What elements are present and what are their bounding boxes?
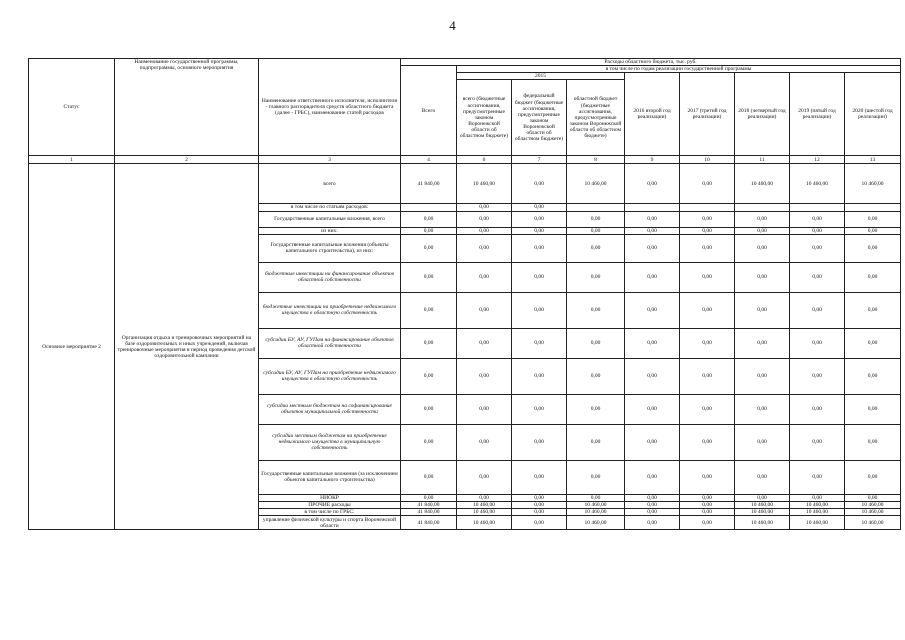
row-label: субсидии БУ, АУ, ГУПам на финансирование объектов областной собственности bbox=[259, 328, 401, 358]
value-cell: 0,00 bbox=[457, 424, 512, 460]
value-cell: 0,00 bbox=[567, 292, 625, 328]
row-label: из них: bbox=[259, 227, 401, 234]
value-cell: 0,00 bbox=[735, 424, 790, 460]
column-number: 7 bbox=[512, 156, 567, 164]
header-program-name: Наименование государственной программы, подпрограммы, основного мероприятия bbox=[115, 59, 259, 156]
header-executor: Наименование ответственного исполнителя, исполнителя - главного распорядителя средств областного бюджета (далее - ГРБС), наименование статей расходов bbox=[259, 59, 401, 156]
value-cell: 0,00 bbox=[680, 509, 735, 516]
column-number: 2 bbox=[115, 156, 259, 164]
header-2017: 2017 (третий год реализации) bbox=[680, 73, 735, 156]
value-cell: 0,00 bbox=[625, 328, 680, 358]
column-number: 3 bbox=[259, 156, 401, 164]
value-cell: 0,00 bbox=[567, 262, 625, 292]
value-cell: 41 840,00 bbox=[401, 501, 457, 508]
value-cell: 0,00 bbox=[512, 164, 567, 204]
value-cell: 0,00 bbox=[401, 328, 457, 358]
value-cell: 0,00 bbox=[790, 424, 845, 460]
value-cell: 0,00 bbox=[512, 234, 567, 262]
value-cell: 10 460,00 bbox=[735, 516, 790, 530]
page-number: 4 bbox=[449, 18, 456, 33]
value-cell: 0,00 bbox=[512, 204, 567, 211]
value-cell: 0,00 bbox=[567, 460, 625, 494]
column-numbers-row bbox=[29, 156, 901, 164]
value-cell: 0,00 bbox=[512, 358, 567, 394]
value-cell: 0,00 bbox=[680, 516, 735, 530]
value-cell: 0,00 bbox=[735, 358, 790, 394]
value-cell: 0,00 bbox=[845, 227, 901, 234]
row-label: в том числе по статьям расходов: bbox=[259, 204, 401, 211]
header-total: Всего bbox=[401, 66, 457, 156]
value-cell: 0,00 bbox=[735, 262, 790, 292]
value-cell: 0,00 bbox=[845, 211, 901, 227]
column-number: 11 bbox=[735, 156, 790, 164]
row-label: Государственные капитальные вложения (за исключением объектов капитального строительства) bbox=[259, 460, 401, 494]
row-label: Государственные капитальные вложения (объекты капитального строительства), из них: bbox=[259, 234, 401, 262]
row-label: Государственные капитальные вложения, всего bbox=[259, 211, 401, 227]
value-cell: 0,00 bbox=[680, 494, 735, 501]
value-cell: 0,00 bbox=[625, 227, 680, 234]
row-label: субсидии местным бюджетам на софинансирование объектов муниципальной собственности bbox=[259, 394, 401, 424]
row-label: субсидии БУ, АУ, ГУПам на приобретение недвижимого имущества в областную собственность bbox=[259, 358, 401, 394]
value-cell: 10 460,00 bbox=[735, 501, 790, 508]
value-cell bbox=[790, 204, 845, 211]
value-cell: 0,00 bbox=[401, 211, 457, 227]
value-cell: 0,00 bbox=[625, 292, 680, 328]
value-cell: 0,00 bbox=[512, 227, 567, 234]
column-number: 1 bbox=[29, 156, 115, 164]
value-cell: 0,00 bbox=[625, 494, 680, 501]
value-cell: 10 460,00 bbox=[790, 516, 845, 530]
value-cell: 0,00 bbox=[625, 394, 680, 424]
value-cell: 0,00 bbox=[845, 460, 901, 494]
header-2016: 2016 второй год реализации) bbox=[625, 73, 680, 156]
value-cell: 10 460,00 bbox=[845, 516, 901, 530]
header-2020: 2020 (шестой год реализации) bbox=[845, 73, 901, 156]
row-label: управление физической культуры и спорта Воронежской области bbox=[259, 516, 401, 530]
program-name-cell: Организация отдыха и тренировочных мероприятий на базе оздоровительных и иных учреждений, включая тренировочные мероприятия в период проведения детской оздоровительной кампании bbox=[115, 164, 259, 530]
value-cell: 0,00 bbox=[457, 494, 512, 501]
header-status: Статус bbox=[29, 59, 115, 156]
value-cell: 0,00 bbox=[845, 394, 901, 424]
value-cell bbox=[845, 204, 901, 211]
value-cell bbox=[680, 204, 735, 211]
value-cell: 0,00 bbox=[680, 460, 735, 494]
value-cell: 0,00 bbox=[790, 292, 845, 328]
value-cell: 0,00 bbox=[567, 227, 625, 234]
column-number: 13 bbox=[845, 156, 901, 164]
value-cell: 10 460,00 bbox=[567, 164, 625, 204]
value-cell: 0,00 bbox=[457, 227, 512, 234]
value-cell: 0,00 bbox=[625, 211, 680, 227]
value-cell: 10 460,00 bbox=[457, 164, 512, 204]
value-cell: 0,00 bbox=[680, 164, 735, 204]
value-cell: 0,00 bbox=[625, 501, 680, 508]
value-cell bbox=[735, 204, 790, 211]
value-cell: 0,00 bbox=[512, 509, 567, 516]
value-cell: 0,00 bbox=[401, 292, 457, 328]
value-cell: 0,00 bbox=[790, 328, 845, 358]
value-cell: 10 460,00 bbox=[845, 164, 901, 204]
value-cell: 10 460,00 bbox=[735, 509, 790, 516]
value-cell: 0,00 bbox=[512, 292, 567, 328]
value-cell: 0,00 bbox=[680, 501, 735, 508]
value-cell: 0,00 bbox=[625, 424, 680, 460]
value-cell: 10 460,00 bbox=[567, 516, 625, 530]
value-cell: 0,00 bbox=[457, 262, 512, 292]
header-expenses-title: Расходы областного бюджета, тыс. руб. bbox=[401, 59, 901, 66]
value-cell: 0,00 bbox=[845, 424, 901, 460]
value-cell: 0,00 bbox=[512, 394, 567, 424]
value-cell: 0,00 bbox=[457, 394, 512, 424]
header-2015-federal: федеральный бюджет (бюджетные ассигнования, предусмотренные законом Воронежской области об областном бюджете) bbox=[512, 80, 567, 156]
column-number: 6 bbox=[457, 156, 512, 164]
value-cell: 0,00 bbox=[735, 227, 790, 234]
value-cell: 0,00 bbox=[512, 211, 567, 227]
value-cell: 10 460,00 bbox=[845, 509, 901, 516]
value-cell: 0,00 bbox=[735, 494, 790, 501]
value-cell: 0,00 bbox=[512, 328, 567, 358]
budget-table bbox=[28, 58, 901, 530]
row-label: ПРОЧИЕ расходы bbox=[259, 501, 401, 508]
header-by-years: в том числе по годам реализации государственной программы bbox=[457, 66, 901, 73]
header-2019: 2019 (пятый год реализации) bbox=[790, 73, 845, 156]
value-cell: 0,00 bbox=[790, 494, 845, 501]
value-cell: 0,00 bbox=[401, 234, 457, 262]
value-cell: 0,00 bbox=[680, 234, 735, 262]
value-cell: 0,00 bbox=[401, 262, 457, 292]
value-cell: 0,00 bbox=[735, 292, 790, 328]
value-cell: 0,00 bbox=[512, 516, 567, 530]
value-cell: 0,00 bbox=[625, 460, 680, 494]
value-cell: 0,00 bbox=[845, 328, 901, 358]
value-cell: 10 460,00 bbox=[457, 516, 512, 530]
column-number: 8 bbox=[567, 156, 625, 164]
value-cell: 0,00 bbox=[567, 234, 625, 262]
value-cell bbox=[625, 204, 680, 211]
value-cell: 10 460,00 bbox=[790, 509, 845, 516]
value-cell: 41 840,00 bbox=[401, 509, 457, 516]
value-cell: 0,00 bbox=[625, 509, 680, 516]
value-cell: 0,00 bbox=[735, 460, 790, 494]
value-cell: 0,00 bbox=[735, 234, 790, 262]
value-cell: 0,00 bbox=[625, 164, 680, 204]
value-cell: 0,00 bbox=[680, 424, 735, 460]
value-cell: 0,00 bbox=[457, 234, 512, 262]
column-number: 9 bbox=[625, 156, 680, 164]
value-cell: 0,00 bbox=[680, 227, 735, 234]
value-cell: 0,00 bbox=[512, 460, 567, 494]
row-label: бюджетные инвестиции на приобретение недвижимого имущества в областную собственность bbox=[259, 292, 401, 328]
value-cell: 0,00 bbox=[680, 292, 735, 328]
value-cell: 0,00 bbox=[625, 358, 680, 394]
value-cell: 0,00 bbox=[512, 494, 567, 501]
value-cell: 0,00 bbox=[845, 262, 901, 292]
value-cell: 0,00 bbox=[457, 292, 512, 328]
value-cell: 10 460,00 bbox=[567, 509, 625, 516]
header-2015-total: всего (бюджетные ассигнования, предусмотренные законом Воронежской области об областном бюджете) bbox=[457, 80, 512, 156]
value-cell: 0,00 bbox=[845, 234, 901, 262]
value-cell: 41 840,00 bbox=[401, 516, 457, 530]
value-cell: 0,00 bbox=[790, 227, 845, 234]
status-cell: Основное мероприятие 2 bbox=[29, 164, 115, 530]
value-cell bbox=[401, 204, 457, 211]
value-cell: 0,00 bbox=[401, 394, 457, 424]
value-cell: 0,00 bbox=[680, 394, 735, 424]
row-label: НИОКР bbox=[259, 494, 401, 501]
value-cell: 0,00 bbox=[790, 262, 845, 292]
value-cell: 0,00 bbox=[457, 211, 512, 227]
value-cell: 0,00 bbox=[845, 494, 901, 501]
value-cell: 0,00 bbox=[735, 394, 790, 424]
value-cell: 0,00 bbox=[512, 424, 567, 460]
row-label: всего bbox=[259, 164, 401, 204]
value-cell: 0,00 bbox=[790, 460, 845, 494]
value-cell: 0,00 bbox=[401, 424, 457, 460]
row-label: бюджетные инвестиции на финансирование объектов областной собственности bbox=[259, 262, 401, 292]
value-cell: 0,00 bbox=[512, 262, 567, 292]
value-cell: 0,00 bbox=[735, 211, 790, 227]
column-number: 4 bbox=[401, 156, 457, 164]
row-label: в том числе по ГРБС: bbox=[259, 509, 401, 516]
value-cell: 0,00 bbox=[567, 394, 625, 424]
value-cell: 0,00 bbox=[401, 460, 457, 494]
value-cell: 0,00 bbox=[790, 358, 845, 394]
value-cell: 0,00 bbox=[845, 358, 901, 394]
value-cell: 0,00 bbox=[735, 328, 790, 358]
value-cell: 0,00 bbox=[457, 328, 512, 358]
value-cell: 0,00 bbox=[567, 358, 625, 394]
value-cell: 0,00 bbox=[567, 211, 625, 227]
value-cell: 0,00 bbox=[567, 494, 625, 501]
value-cell: 0,00 bbox=[625, 516, 680, 530]
header-2015-regional: областной бюджет (бюджетные ассигнования, предусмотренные законом Воронежской области об областном бюджете) bbox=[567, 80, 625, 156]
value-cell: 0,00 bbox=[457, 460, 512, 494]
value-cell: 0,00 bbox=[512, 501, 567, 508]
value-cell: 0,00 bbox=[680, 262, 735, 292]
value-cell: 0,00 bbox=[401, 494, 457, 501]
value-cell: 0,00 bbox=[790, 394, 845, 424]
value-cell: 0,00 bbox=[680, 211, 735, 227]
value-cell: 10 460,00 bbox=[735, 164, 790, 204]
column-number: 10 bbox=[680, 156, 735, 164]
value-cell bbox=[567, 204, 625, 211]
value-cell: 10 460,00 bbox=[457, 509, 512, 516]
value-cell: 0,00 bbox=[401, 358, 457, 394]
header-2018: 2018 (четвертый год реализации) bbox=[735, 73, 790, 156]
value-cell: 10 460,00 bbox=[457, 501, 512, 508]
value-cell: 41 840,00 bbox=[401, 164, 457, 204]
value-cell: 10 460,00 bbox=[790, 164, 845, 204]
value-cell: 0,00 bbox=[845, 292, 901, 328]
value-cell: 0,00 bbox=[625, 234, 680, 262]
value-cell: 0,00 bbox=[680, 328, 735, 358]
value-cell: 10 460,00 bbox=[845, 501, 901, 508]
header-year-2015: 2015 bbox=[457, 73, 625, 80]
value-cell: 0,00 bbox=[567, 424, 625, 460]
value-cell: 0,00 bbox=[401, 227, 457, 234]
value-cell: 10 460,00 bbox=[567, 501, 625, 508]
value-cell: 0,00 bbox=[567, 328, 625, 358]
value-cell: 10 460,00 bbox=[790, 501, 845, 508]
value-cell: 0,00 bbox=[790, 234, 845, 262]
value-cell: 0,00 bbox=[457, 358, 512, 394]
row-label: субсидии местным бюджетам на приобретение недвижимого имущества в муниципальную собственность bbox=[259, 424, 401, 460]
column-number: 12 bbox=[790, 156, 845, 164]
value-cell: 0,00 bbox=[457, 204, 512, 211]
value-cell: 0,00 bbox=[680, 358, 735, 394]
value-cell: 0,00 bbox=[625, 262, 680, 292]
value-cell: 0,00 bbox=[790, 211, 845, 227]
